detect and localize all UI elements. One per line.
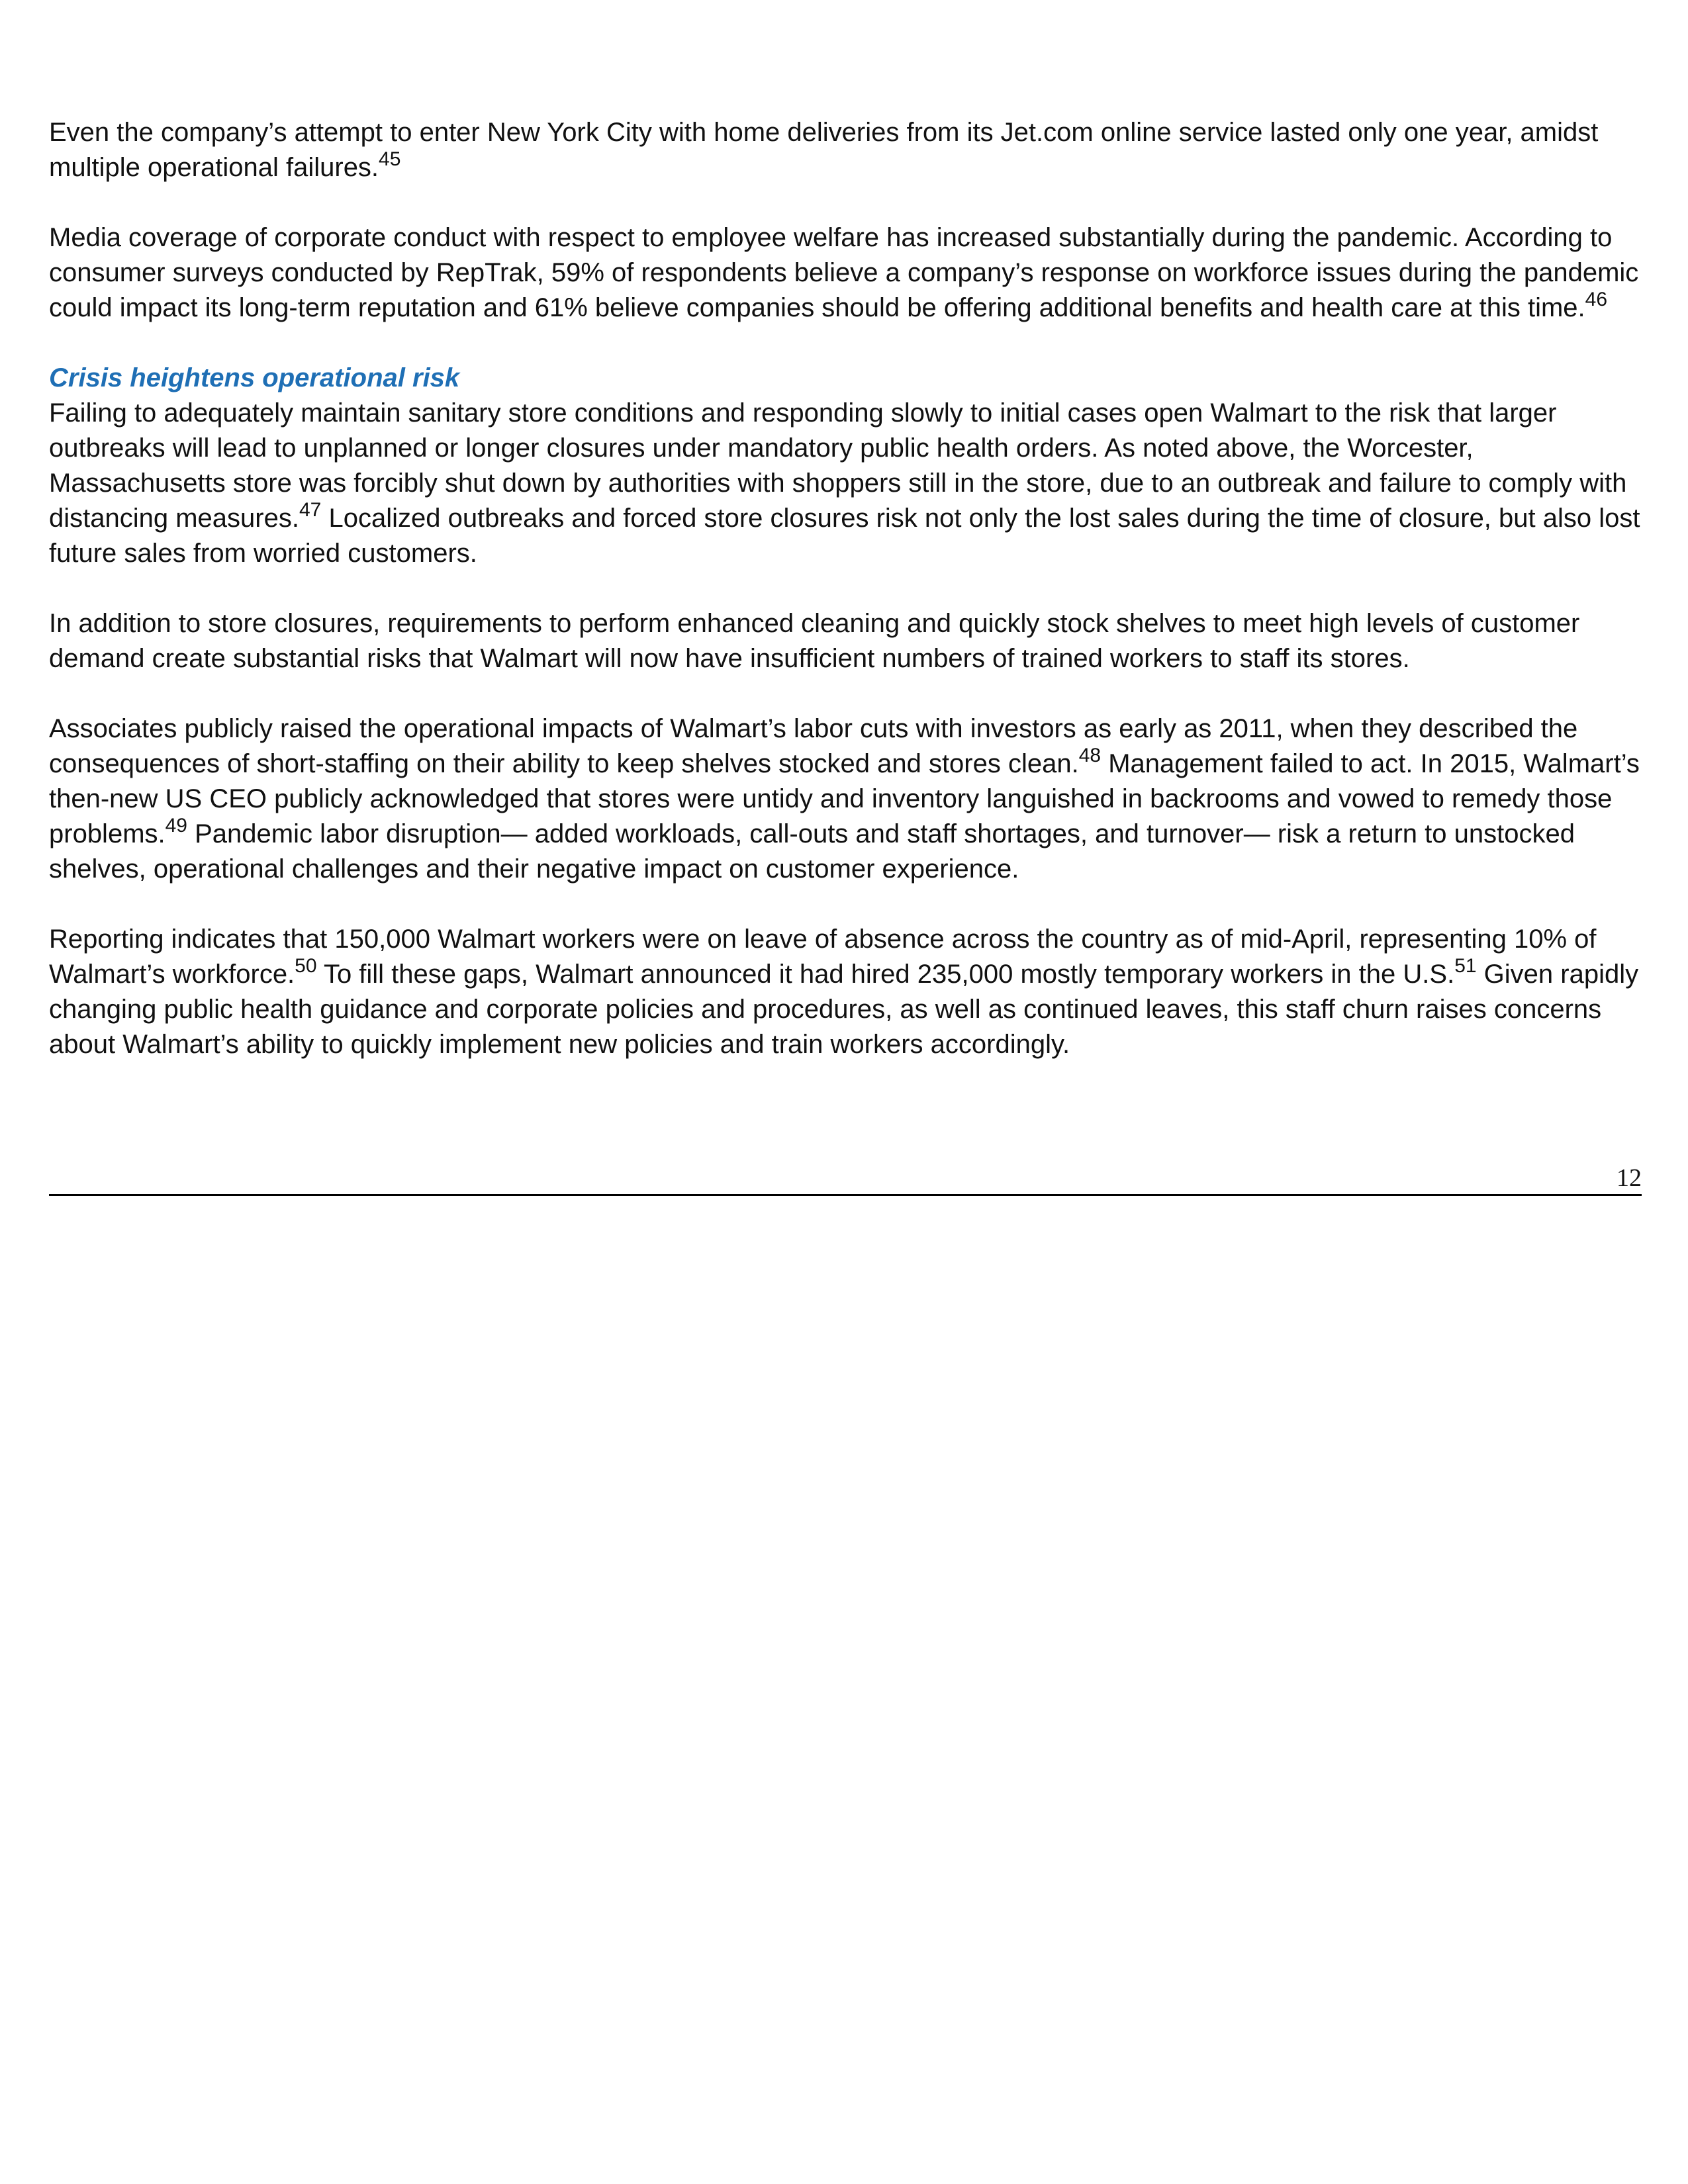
footnote-ref-49[interactable]: 49	[165, 814, 187, 837]
paragraph-text: Given rapidly changing public health guidance and corporate policies and procedures, as well as continued leaves, this staff churn raises concerns about Walmart’s ability to quickly implement new policies and train workers accordingly.	[49, 960, 1639, 1059]
paragraph-leave-of-absence	[49, 922, 1642, 1062]
paragraph-text: Associates publicly raised the operational impacts of Walmart’s labor cuts with investors as early as 2011, when they described the consequences of short-staffing on their ability to keep shelves stocked and stores clean.	[49, 714, 1578, 778]
paragraph-text: Reporting indicates that 150,000 Walmart workers were on leave of absence across the country as of mid-April, representing 10% of Walmart’s workforce.	[49, 925, 1597, 989]
paragraph-associates	[49, 711, 1642, 887]
footnote-ref-51[interactable]: 51	[1454, 954, 1477, 977]
footnote-ref-45[interactable]: 45	[379, 148, 401, 170]
paragraph-media-coverage	[49, 220, 1642, 326]
paragraph-text: Pandemic labor disruption— added workloads, call-outs and staff shortages, and turnover— risk a return to unstocked shelves, operational challenges and their negative impact on customer experience.	[49, 819, 1575, 884]
footnote-ref-50[interactable]: 50	[295, 954, 317, 977]
section-heading: Crisis heightens operational risk	[49, 363, 460, 392]
paragraph-sanitary-conditions	[49, 396, 1642, 571]
footnote-ref-48[interactable]: 48	[1078, 744, 1102, 766]
paragraph-text: Localized outbreaks and forced store closures risk not only the lost sales during the time of closure, but also lost future sales from worried customers.	[49, 504, 1640, 568]
footer-divider	[49, 1194, 1642, 1196]
paragraph-text: Media coverage of corporate conduct with respect to employee welfare has increased substantially during the pandemic. According to consumer surveys conducted by RepTrak, 59% of respondents believe a company’s response on workforce issues during the pandemic could impact its long-term reputation and 61% believe companies should be offering additional benefits and health care at this time.	[49, 223, 1639, 322]
paragraph-text: Failing to adequately maintain sanitary store conditions and responding slowly to initial cases open Walmart to the risk that larger outbreaks will lead to unplanned or longer closures under mandatory public health orders. As noted above, the Worcester, Massachusetts store was forcibly shut down by authorities with shoppers still in the store, due to an outbreak and failure to comply with distancing measures.	[49, 398, 1627, 533]
footnote-ref-47[interactable]: 47	[299, 498, 322, 521]
paragraph-jet-com	[49, 115, 1642, 185]
document-body	[49, 115, 1642, 1097]
paragraph-text: In addition to store closures, requirements to perform enhanced cleaning and quickly stock shelves to meet high levels of customer demand create substantial risks that Walmart will now have insufficient numbers of trained workers to staff its stores.	[49, 609, 1580, 673]
paragraph-text: To fill these gaps, Walmart announced it had hired 235,000 mostly temporary workers in the U.S.	[316, 960, 1455, 989]
page-footer	[49, 1163, 1642, 1196]
paragraph-text: Management failed to act. In 2015, Walmart’s then-new US CEO publicly acknowledged that stores were untidy and inventory languished in backrooms and vowed to remedy those problems.	[49, 749, 1640, 848]
page-number: 12	[1617, 1164, 1642, 1192]
paragraph-store-closures	[49, 606, 1642, 676]
paragraph-text: Even the company’s attempt to enter New York City with home deliveries from its Jet.com online service lasted only one year, amidst multiple operational failures.	[49, 118, 1599, 182]
footnote-ref-46[interactable]: 46	[1585, 288, 1608, 310]
